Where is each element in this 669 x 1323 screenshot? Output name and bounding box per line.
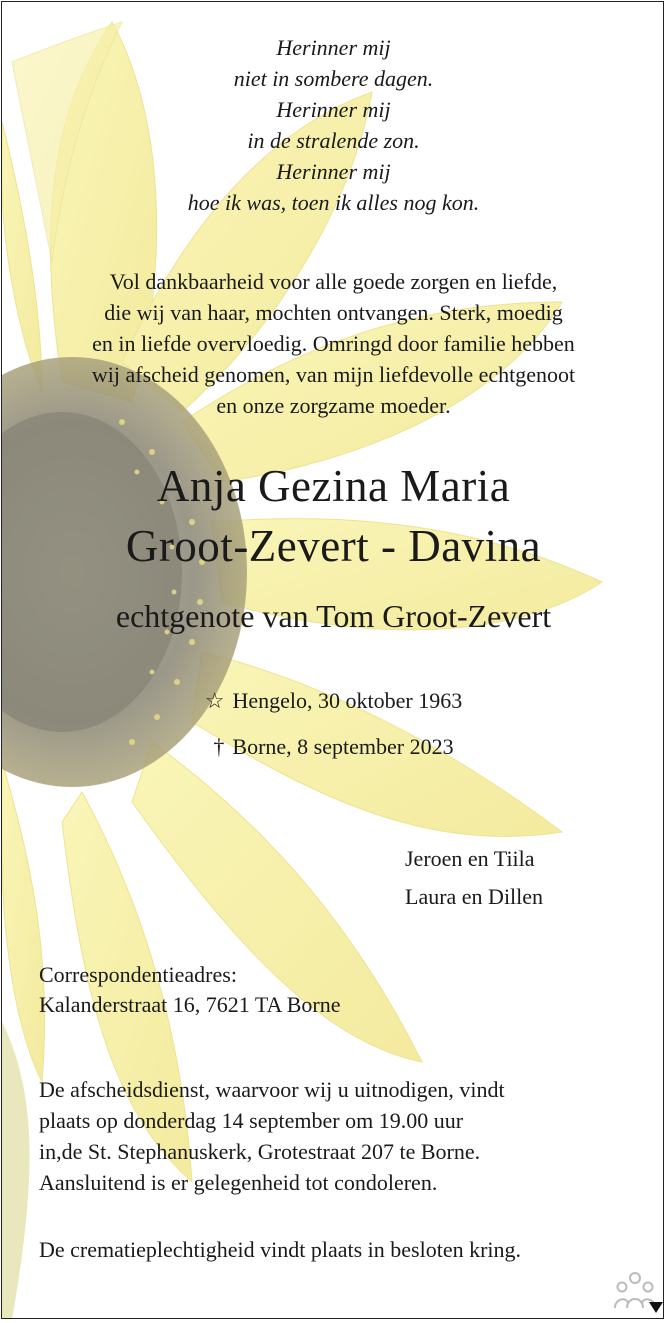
intro-line: die wij van haar, mochten ontvangen. Sterk, moedig <box>104 300 563 325</box>
service-line: in,de St. Stephanuskerk, Grotestraat 207 te Borne. <box>39 1139 481 1164</box>
birth-date: Hengelo, 30 oktober 1963 <box>232 688 463 713</box>
service-line: plaats op donderdag 14 september om 19.00 uur <box>39 1108 464 1133</box>
service-line: Aansluitend is er gelegenheid tot condoleren. <box>39 1170 438 1195</box>
intro-text <box>2 266 664 421</box>
intro-line: wij afscheid genomen, van mijn liefdevolle echtgenoot <box>91 362 576 387</box>
intro-line: en in liefde overvloedig. Omringd door familie hebben <box>92 331 575 356</box>
correspondence-label: Correspondentieadres: <box>39 962 237 987</box>
arrow-down-icon[interactable] <box>648 1300 664 1314</box>
deceased-name <box>2 456 664 576</box>
poem-line: Herinner mij <box>276 159 391 184</box>
cross-icon: † <box>213 734 225 759</box>
poem-line: Herinner mij <box>276 35 391 60</box>
birth-row <box>2 678 664 724</box>
obituary-card <box>1 1 664 1319</box>
star-icon: ☆ <box>204 688 225 713</box>
correspondence <box>39 960 340 1020</box>
cremation-info: De crematieplechtigheid vindt plaats in besloten kring. <box>39 1237 522 1262</box>
intro-line: en onze zorgzame moeder. <box>216 393 451 418</box>
correspondence-address: Kalanderstraat 16, 7621 TA Borne <box>39 992 341 1017</box>
poem-line: in de stralende zon. <box>247 128 420 153</box>
family-list <box>405 840 543 916</box>
death-row <box>2 724 664 770</box>
service-info <box>39 1074 649 1198</box>
name-line-2: Groot-Zevert - Davina <box>125 521 542 571</box>
family-member: Jeroen en Tiila <box>405 846 535 871</box>
name-line-1: Anja Gezina Maria <box>156 461 511 511</box>
family-member: Laura en Dillen <box>405 884 544 909</box>
intro-line: Vol dankbaarheid voor alle goede zorgen en liefde, <box>109 269 558 294</box>
dates <box>2 678 664 770</box>
poem-line: niet in sombere dagen. <box>233 66 434 91</box>
poem-line: hoe ik was, toen ik alles nog kon. <box>187 190 480 215</box>
poem <box>2 32 664 218</box>
service-line: De afscheidsdienst, waarvoor wij u uitnodigen, vindt <box>39 1077 505 1102</box>
poem-line: Herinner mij <box>276 97 391 122</box>
death-date: Borne, 8 september 2023 <box>232 734 454 759</box>
spouse-line: echtgenote van Tom Groot-Zevert <box>115 598 552 634</box>
